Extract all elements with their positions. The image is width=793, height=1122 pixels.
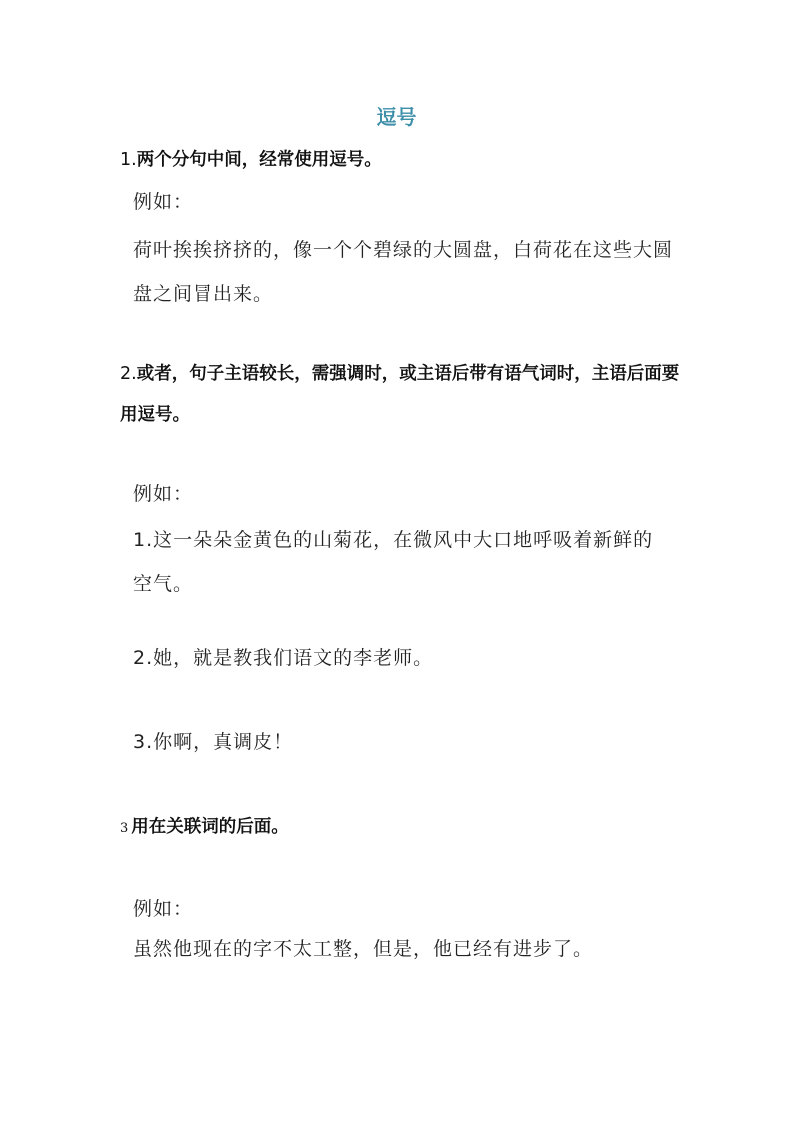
- section-3-number: 3: [120, 821, 129, 836]
- section-2-example-label: 例如：: [133, 483, 194, 505]
- section-3-example-1: 虽然他现在的字不太工整，但是，他已经有进步了。: [133, 938, 594, 960]
- section-1-number: 1.: [120, 150, 137, 170]
- section-2-number: 2.: [120, 364, 137, 384]
- section-2-heading-text: 或者，句子主语较长，需强调时，或主语后带有语气词时，主语后面要用逗号。: [120, 364, 680, 425]
- section-2-example-1: 1.这一朵朵金黄色的山菊花，在微风中大口地呼吸着新鲜的空气。: [133, 529, 654, 595]
- section-1-heading-text: 两个分句中间，经常使用逗号。: [136, 150, 382, 170]
- section-1-heading: [120, 147, 680, 173]
- section-1-example-label: 例如：: [133, 191, 194, 213]
- section-2-heading: [120, 354, 680, 436]
- section-2-example-3: 3.你啊，真调皮！: [133, 731, 294, 753]
- page-title: 逗号: [376, 105, 417, 129]
- section-3-heading-text: 用在关联词的后面。: [131, 817, 289, 837]
- section-1-example-1: 荷叶挨挨挤挤的，像一个个碧绿的大圆盘，白荷花在这些大圆盘之间冒出来。: [133, 239, 674, 305]
- section-3-example-label: 例如：: [133, 898, 194, 920]
- section-2-example-2: 2.她，就是教我们语文的李老师。: [133, 647, 434, 669]
- section-3-heading: [120, 814, 680, 842]
